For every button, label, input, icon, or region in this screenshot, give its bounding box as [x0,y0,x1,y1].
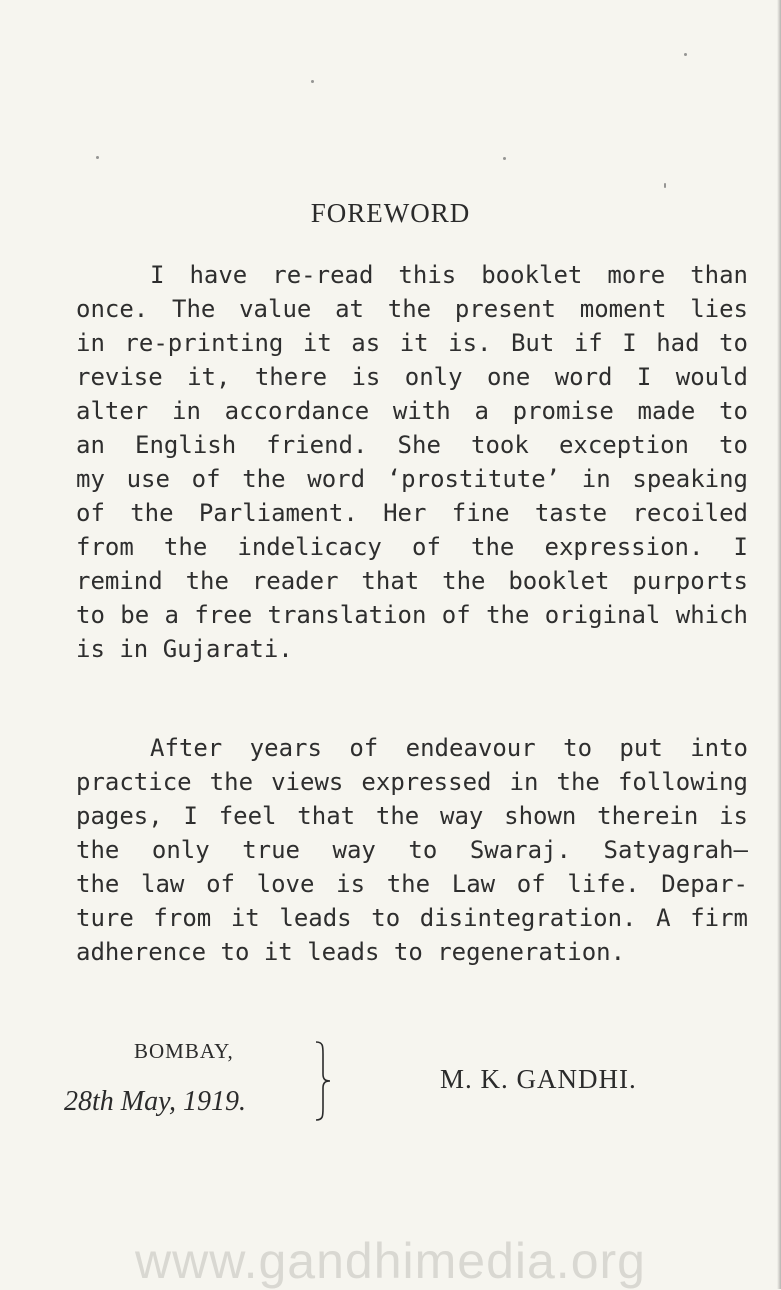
text-line: in re-printing it as it is. But if I had to [76,329,748,357]
text-line: adherence to it leads to regeneration. [76,938,626,966]
print-speck [664,183,666,188]
foreword-paragraph-2 [76,731,748,969]
text-line: to be a free translation of the original which [76,601,748,629]
text-line: an English friend. She took exception to [76,431,748,459]
right-brace-icon [313,1040,333,1122]
text-line: the only true way to Swaraj. Satyagrah— [76,836,748,864]
text-line: of the Parliament. Her fine taste recoiled [76,499,748,527]
text-line: once. The value at the present moment lies [76,295,748,323]
text-line: practice the views expressed in the following [76,768,748,796]
text-line: pages, I feel that the way shown therein is [76,802,748,830]
page-edge-shadow [777,0,781,1289]
text-line: After years of endeavour to put into [150,734,748,762]
author-signature: M. K. GANDHI. [440,1064,637,1094]
print-speck [311,80,314,83]
text-line: alter in accordance with a promise made to [76,397,748,425]
text-line: remind the reader that the booklet purports [76,567,748,595]
signoff-date: 28th May, 1919. [64,1086,246,1117]
signoff-place: BOMBAY, [134,1039,234,1063]
text-line: is in Gujarati. [76,635,293,663]
text-line: my use of the word ‘prostitute’ in speaking [76,465,748,493]
text-line: the law of love is the Law of life. Depar- [76,870,748,898]
page-title: FOREWORD [310,198,471,228]
text-line: ture from it leads to disintegration. A firm [76,904,748,932]
print-speck [684,53,687,56]
text-line: revise it, there is only one word I would [76,363,748,391]
print-speck [96,156,99,159]
text-line: I have re-read this booklet more than [150,261,748,289]
text-line: from the indelicacy of the expression. I [76,533,748,561]
foreword-paragraph-1 [76,258,748,666]
print-speck [503,157,506,160]
watermark-text: www.gandhimedia.org [135,1233,646,1289]
